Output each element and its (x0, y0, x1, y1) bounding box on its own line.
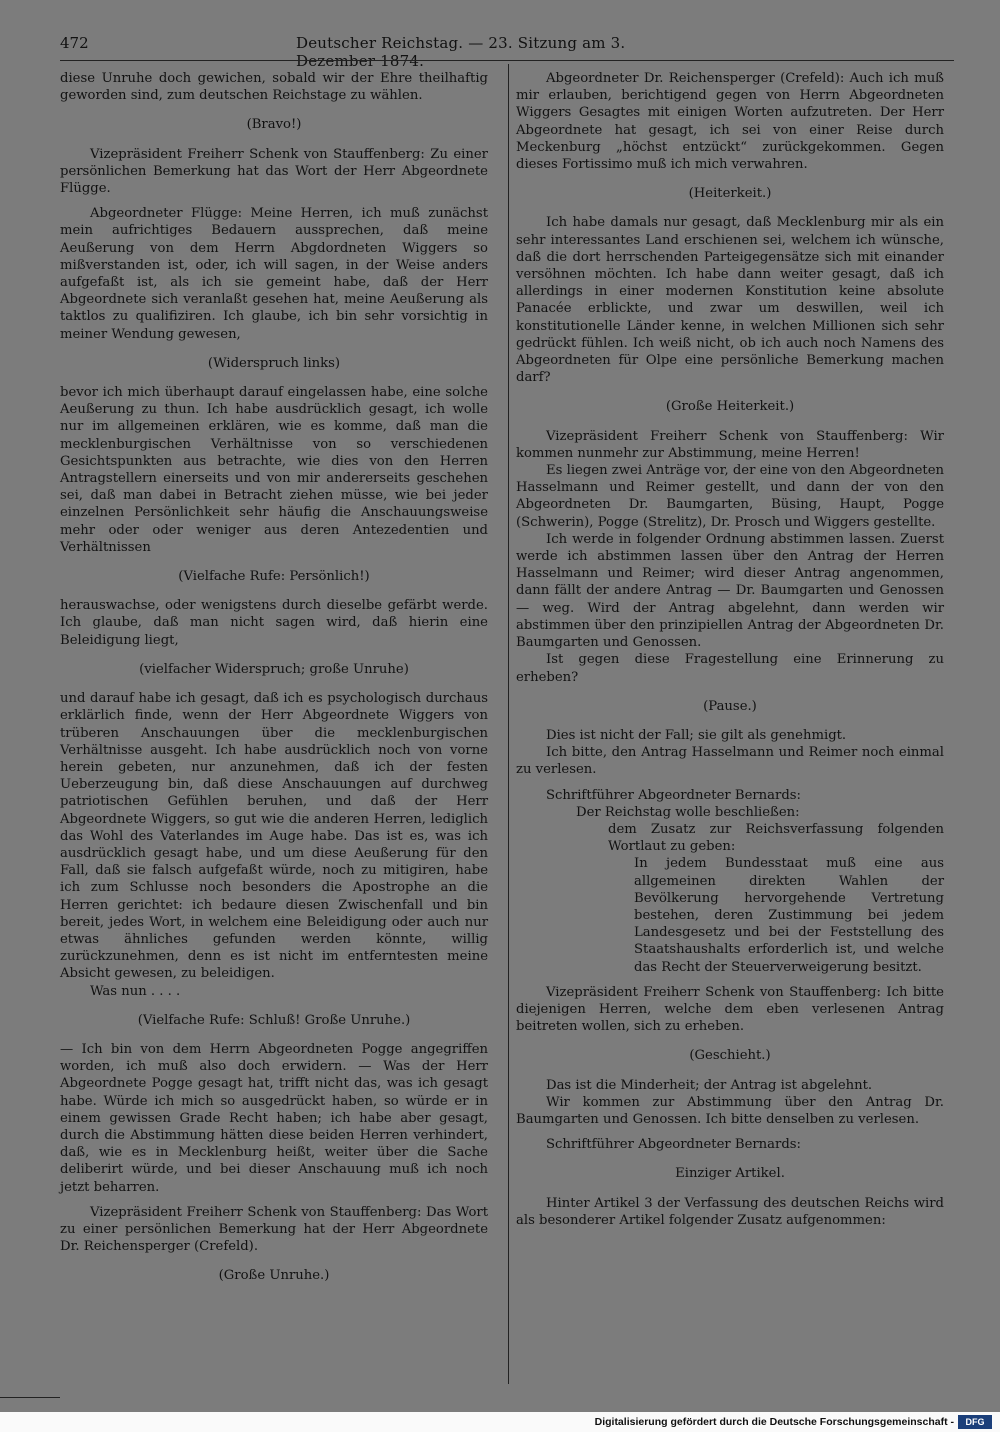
paragraph: Dies ist nicht der Fall; sie gilt als genehmigt. (546, 727, 847, 743)
paragraph: In jedem Bundesstaat muß eine aus allgemeinen direkten Wahlen der Bevölkerung hervorgehende Vertretung bestehen, deren Zustimmung bei jedem Landesgesetz und bei der Feststellung des Staatshaushalts erforderlich ist, und welche das Recht der Steuerverweigerung besitzt. (634, 856, 944, 975)
interjection: (Vielfache Rufe: Schluß! Große Unruhe.) (137, 1012, 411, 1028)
interjection: (Große Unruhe.) (218, 1268, 330, 1284)
paragraph: dem Zusatz zur Reichsverfassung folgenden Wortlaut zu geben: (608, 821, 944, 855)
paragraph: und darauf habe ich gesagt, daß ich es psychologisch durchaus erklärlich finde, wenn der Herr Abgeordnete Wiggers von trüberen Anschauungen über die mecklenburgischen Verhältnisse ausgeht. Ich habe ausdrücklich noch von vorne herein gebeten, nur anzunehmen, daß ich der festen Ueberzeugung bin, daß diese Anschauungen auf durchweg patriotischen Gefühlen beruhen, und daß der Herr Abgeordnete Wiggers, so gut wie die anderen Herren, lediglich das Wohl des Vaterlandes im Auge habe. Das ist es, was ich ausdrücklich gesagt habe, und um diese Aeußerung für den Fall, daß sie falsch aufgefaßt würde, noch zu mitigiren, habe ich zum Schlusse noch besonders die Apostrophe an die Herren gerichtet: ich bedaure diesen Zwischenfall und bin bereit, jedes Wort, in welchem eine Beleidigung oder auch nur etwas ähnliches gefunden werden könnte, willig zurückzunehmen, denn es ist nicht im entferntesten meine Absicht gewesen, zu beleidigen. (60, 691, 488, 982)
interjection: Einziger Artikel. (675, 1166, 785, 1182)
paragraph: Das ist die Minderheit; der Antrag ist abgelehnt. (546, 1077, 873, 1093)
page-number: 472 (60, 34, 89, 52)
interjection: (vielfacher Widerspruch; große Unruhe) (139, 661, 409, 677)
paragraph: Was nun . . . . (90, 983, 181, 999)
paragraph: Es liegen zwei Anträge vor, der eine von den Abgeordneten Hasselmann und Reimer gestellt, und dann der von den Abgeordneten Dr. Baumgarten, Büsing, Haupt, Pogge (Schwerin), Pogge (Strelitz), Dr. Prosch und Wiggers gestellte. (516, 463, 944, 530)
funding-note: Digitalisierung gefördert durch die Deutsche Forschungsgemeinschaft - (594, 1416, 954, 1428)
paragraph: Ich werde in folgender Ordnung abstimmen lassen. Zuerst werde ich abstimmen lassen über den Antrag der Herren Hasselmann und Reimer; wird dieser Antrag angenommen, dann fällt der andere Antrag — Dr. Baumgarten und Genossen — weg. Wird der Antrag abgelehnt, dann werden wir abstimmen über den prinzipiellen Antrag der Abgeordneten Dr. Baumgarten und Genossen. (516, 531, 944, 651)
footnote-rule (0, 1397, 60, 1398)
paragraph-gap (516, 976, 944, 984)
paragraph: Schriftführer Abgeordneter Bernards: (546, 787, 801, 803)
left-column (60, 70, 488, 1297)
paragraph: Hinter Artikel 3 der Verfassung des deutschen Reichs wird als besonderer Artikel folgender Zusatz aufgenommen: (516, 1195, 944, 1228)
paragraph: Ich bitte, den Antrag Hasselmann und Reimer noch einmal zu verlesen. (516, 745, 944, 778)
paragraph: Ist gegen diese Fragestellung eine Erinnerung zu erheben? (516, 652, 944, 685)
paragraph: Wir kommen zur Abstimmung über den Antrag Dr. Baumgarten und Genossen. Ich bitte denselben zu verlesen. (516, 1094, 944, 1127)
paragraph: Vizepräsident Freiherr Schenk von Stauffenberg: Wir kommen nunmehr zur Abstimmung, meine Herren! (516, 428, 944, 461)
paragraph: herauswachse, oder wenigstens durch dieselbe gefärbt werde. Ich glaube, daß man nicht sagen wird, daß hierin eine Beleidigung liegt, (60, 598, 488, 648)
running-title: Deutscher Reichstag. — 23. Sitzung am 3. Dezember 1874. (296, 34, 626, 70)
paragraph: bevor ich mich überhaupt darauf eingelassen habe, eine solche Aeußerung zu thun. Ich habe ausdrücklich gesagt, ich wolle nur im allgemeinen erklären, wie es komme, daß man die mecklenburgischen Verhältnisse von so verschiedenen Gesichtspunkten aus betrachte, wie dies von den Herren Antragstellern einerseits und von mir andererseits geschehen sei, daß man dabei in Betracht ziehen müsse, wie bei jeder einzelnen Persönlichkeit sehr häufig die Anschauungsweise mehr oder oder weniger aus deren Antezedentien und Verhältnissen (60, 385, 488, 555)
interjection: (Pause.) (703, 698, 757, 714)
paragraph: Schriftführer Abgeordneter Bernards: (546, 1137, 801, 1153)
paragraph: Ich habe damals nur gesagt, daß Mecklenburg mir als ein sehr interessantes Land erschienen sei, welchem ich wünsche, daß die dort herrschenden Parteigegensätze sich mit einander versöhnen möchten. Ich habe dann weiter gesagt, daß ich allerdings in einer modernen Konstitution keine absolute Panacée erblickte, und zwar um deswillen, weil ich konstitutionelle Länder kenne, in welchen Millionen sich sehr gedrückt fühlen. Ich weiß nicht, ob ich auch noch Namens des Abgeordneten für Olpe eine persönliche Bemerkung machen darf? (516, 215, 944, 386)
paragraph-gap (516, 779, 944, 787)
paragraph: Der Reichstag wolle beschließen: (576, 804, 800, 820)
paragraph-gap (516, 1128, 944, 1136)
paragraph: Vizepräsident Freiherr Schenk von Stauffenberg: Das Wort zu einer persönlichen Bemerkung hat der Herr Abgeordnete Dr. Reichensperger (Crefeld). (60, 1204, 488, 1255)
dfg-logo: DFG (958, 1415, 992, 1429)
paragraph-gap (60, 197, 488, 205)
column-divider (508, 64, 509, 1384)
interjection: (Heiterkeit.) (688, 186, 772, 202)
footer-bar (0, 1412, 1000, 1432)
paragraph: — Ich bin von dem Herrn Abgeordneten Pogge angegriffen worden, ich muß also doch erwidern. — Was der Herr Abgeordnete Pogge gesagt hat, trifft nicht das, was ich gesagt habe. Würde ich mich so ausgedrückt haben, so würde er in einem gewissen Grade Recht haben; ich habe aber gesagt, durch die Abstimmung hätten diese beiden Herren verhindert, daß, wie es in Mecklenburg heißt, weiter über die Sache deliberirt würde, und bei dieser Anschauung muß ich noch jetzt beharren. (60, 1041, 488, 1195)
paragraph: Vizepräsident Freiherr Schenk von Stauffenberg: Zu einer persönlichen Bemerkung hat das Wort der Herr Abgeordnete Flügge. (60, 146, 488, 197)
paragraph: Abgeordneter Flügge: Meine Herren, ich muß zunächst mein aufrichtiges Bedauern aussprechen, daß meine Aeußerung von dem Herrn Abgdordneten Wiggers so mißverstanden ist, oder, ich will sagen, in der Weise anders aufgefaßt ist, als ich sie gemeint habe, daß der Herr Abgeordnete sich veranlaßt gesehen hat, meine Aeußerung als taktlos zu qualifiziren. Ich glaube, ich bin sehr vorsichtig in meiner Wendung gewesen, (60, 206, 488, 342)
page-header (60, 34, 700, 70)
interjection: (Große Heiterkeit.) (665, 399, 795, 415)
interjection: (Widerspruch links) (207, 355, 341, 371)
paragraph: Vizepräsident Freiherr Schenk von Stauffenberg: Ich bitte diejenigen Herren, welche dem eben verlesenen Antrag beitreten wollen, sich zu erheben. (516, 984, 944, 1035)
paragraph: Abgeordneter Dr. Reichensperger (Crefeld): Auch ich muß mir erlauben, berichtigend gegen von Herrn Abgeordneten Wiggers Gesagtes mit einigen Worten aufzutreten. Der Herr Abgeordnete hat gesagt, ich sei von einer Reise durch Meckenburg „höchst entzückt“ zurückgekommen. Gegen dieses Fortissimo muß ich mich verwahren. (516, 71, 944, 173)
paragraph-gap (60, 1196, 488, 1204)
right-column (516, 70, 944, 1229)
interjection: (Vielfache Rufe: Persönlich!) (178, 569, 370, 585)
header-rule (60, 60, 954, 61)
interjection: (Geschieht.) (689, 1048, 771, 1064)
paragraph: diese Unruhe doch gewichen, sobald wir der Ehre theilhaftig geworden sind, zum deutschen Reichstage zu wählen. (60, 71, 488, 104)
interjection: (Bravo!) (246, 117, 302, 133)
